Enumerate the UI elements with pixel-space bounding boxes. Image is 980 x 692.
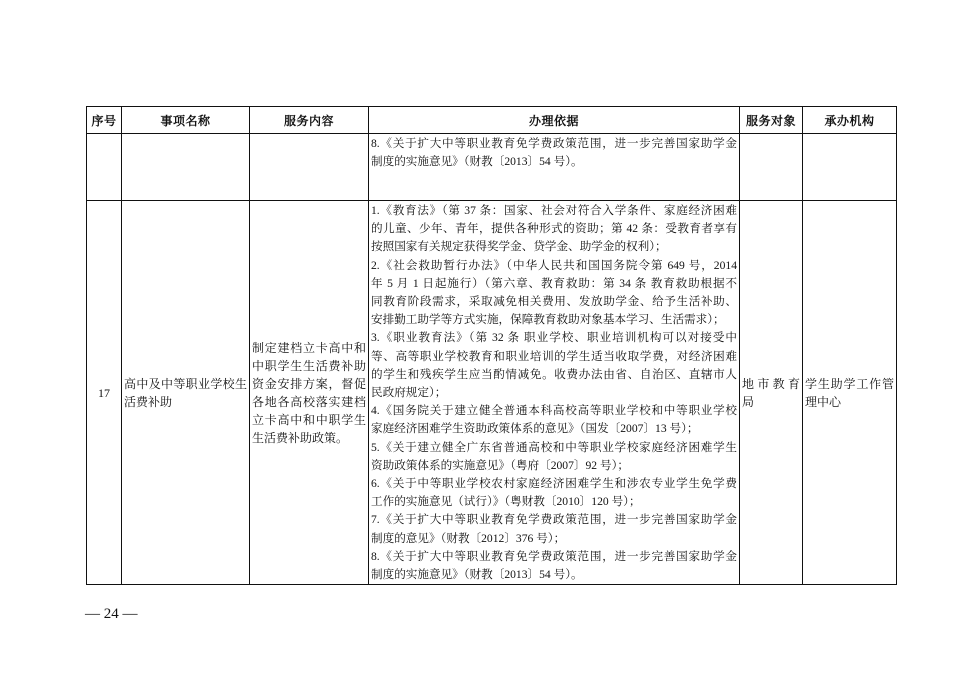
row-0-service-content-cell [250, 134, 369, 201]
header-agency [803, 107, 897, 134]
service-content-text: 制定建档立卡高中和中职学生生活费补助资金安排方案，督促各地各高校落实建档立卡高中和中职学生生活费补助政策。 [252, 340, 366, 445]
header-service-target [740, 107, 803, 134]
basis-line: 7.《关于扩大中等职业教育免学费政策范围，进一步完善国家助学金 [371, 513, 737, 527]
basis-line: 安排勤工助学等方式实施，保障教育救助对象基本学习、生活需求）； [371, 313, 725, 327]
basis-line: 年 5 月 1 日起施行）（第六章、教育救助：第 34 条 教育救助根据不 [371, 276, 737, 290]
basis-line: 民政府规定）； [371, 386, 447, 400]
header-basis [369, 107, 740, 134]
basis-line: 5.《关于建立健全广东省普通高校和中等职业学校家庭经济困难学生 [371, 440, 737, 454]
agency-text: 学生助学工作管理中心 [805, 376, 894, 409]
row-17-service-target-cell [740, 201, 803, 585]
basis-line: 3.《职业教育法》（第 32 条 职业学校、职业培训机构可以对接受中 [371, 331, 737, 345]
header-service-target-label: 服务对象 [745, 113, 796, 128]
basis-item [371, 402, 737, 438]
basis-line: 按照国家有关规定获得奖学金、贷学金、助学金的权利）； [371, 240, 667, 254]
header-agency-label: 承办机构 [824, 113, 875, 128]
row-0-item-name-cell [122, 134, 250, 201]
row-0-agency-cell [803, 134, 897, 201]
basis-line: 2.《社会救助暂行办法》（中华人民共和国国务院令第 649 号，2014 [371, 258, 737, 272]
row-index-number: 17 [98, 385, 110, 400]
basis-item [371, 202, 737, 257]
basis-line: 家庭经济困难学生资助政策体系的意见》（国发〔2007〕13 号）； [371, 422, 699, 436]
basis-item [371, 548, 737, 584]
row-0-basis-cell [369, 134, 740, 201]
header-basis-label: 办理依据 [528, 113, 579, 128]
basis-line: 制度的意见》（财教〔2012〕376 号）； [371, 531, 566, 545]
header-index [87, 107, 122, 134]
row-17-item-name-cell [122, 201, 250, 585]
basis-item [371, 475, 737, 511]
service-target-text: 地市教育局 [742, 376, 800, 409]
header-index-label: 序号 [91, 113, 117, 128]
basis-line: 8.《关于扩大中等职业教育免学费政策范围，进一步完善国家助学金 [371, 549, 737, 563]
row-17-index-cell [87, 201, 122, 585]
basis-line: 的儿童、少年、青年，提供各种形式的资助；第 42 条：受教育者享有 [371, 222, 737, 236]
basis-line: 资助政策体系的实施意见》（粤府〔2007〕92 号）； [371, 458, 629, 472]
row-17-service-content-cell [250, 201, 369, 585]
row-17-agency-cell [803, 201, 897, 585]
basis-line: 工作的实施意见（试行）》（粤财教〔2010〕120 号）； [371, 495, 641, 509]
row-17-basis-cell [369, 201, 740, 585]
basis-line: 的学生和残疾学生应当酌情减免。收费办法由省、自治区、直辖市人 [371, 367, 737, 381]
basis-line: 制度的实施意见》（财教〔2013〕54 号）。 [371, 155, 583, 169]
basis-line: 同教育阶段需求，采取减免相关费用、发放助学金、给予生活补助、 [371, 295, 737, 309]
basis-item [371, 135, 737, 171]
basis-item [371, 439, 737, 475]
basis-item [371, 257, 737, 330]
basis-line: 1.《教育法》（第 37 条：国家、社会对符合入学条件、家庭经济困难 [371, 204, 737, 217]
header-service-content-label: 服务内容 [283, 113, 334, 128]
basis-item [371, 329, 737, 402]
basis-line: 等、高等职业学校教育和职业培训的学生适当收取学费，对经济困难 [371, 349, 737, 363]
row-0-index-cell [87, 134, 122, 201]
row-0-service-target-cell [740, 134, 803, 201]
basis-line: 制度的实施意见》（财教〔2013〕54 号）。 [371, 568, 583, 582]
basis-item [371, 511, 737, 547]
page-number: — 24 — [85, 606, 138, 622]
basis-line: 8.《关于扩大中等职业教育免学费政策范围，进一步完善国家助学金 [371, 137, 737, 150]
header-item-name [122, 107, 250, 134]
basis-line: 6.《关于中等职业学校农村家庭经济困难学生和涉农专业学生免学费 [371, 477, 737, 491]
item-name-text: 高中及中等职业学校生活费补助 [124, 376, 247, 409]
header-item-name-label: 事项名称 [160, 113, 211, 128]
service-items-table [86, 106, 897, 585]
basis-line: 4.《国务院关于建立健全普通本科高校高等职业学校和中等职业学校 [371, 404, 737, 418]
header-service-content [250, 107, 369, 134]
